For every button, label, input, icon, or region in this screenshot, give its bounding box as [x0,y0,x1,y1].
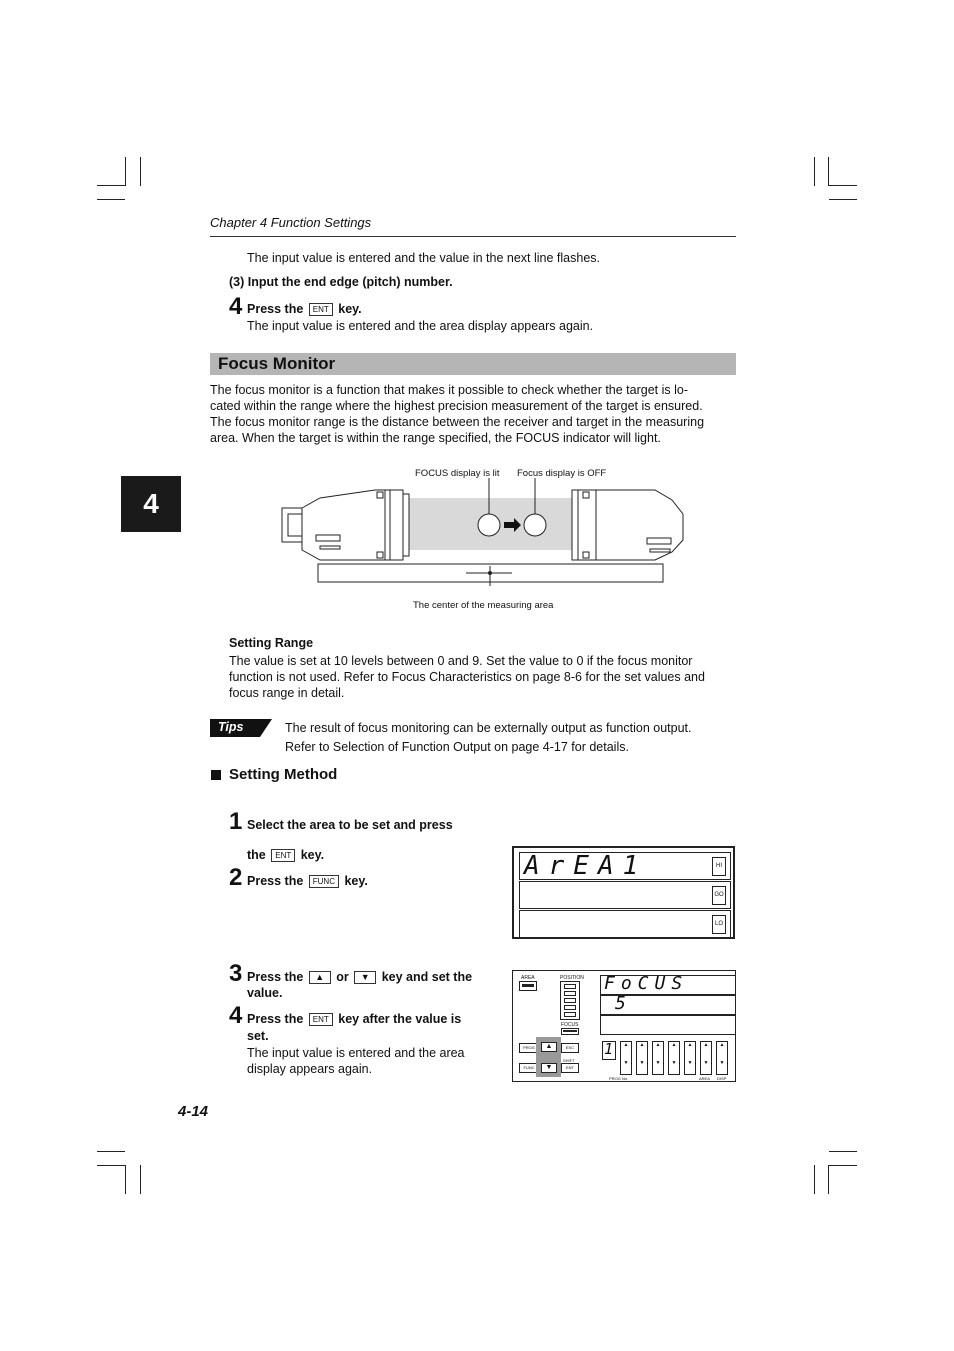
position-label: POSITION [560,975,584,981]
step-number: 3 [229,960,243,987]
setting-range-title: Setting Range [229,636,314,650]
step-description: display appears again. [247,1062,373,1076]
prog-digit-display [602,1041,616,1060]
step-instruction: Press the ENT key after the value is [247,1012,462,1026]
crop-mark [97,1151,125,1152]
lo-indicator: LO [712,915,726,934]
label-focus-off: Focus display is OFF [517,468,607,479]
target-lit-circle [478,514,500,536]
step-description: The input value is entered and the area [247,1046,465,1060]
display-line-2 [600,995,736,1015]
focus-label: FOCUS [561,1022,579,1028]
crop-mark [829,185,857,186]
crop-mark [829,199,857,200]
description-paragraph: The focus monitor is a function that makes it possible to check whether the target is lo- cated within the range where the highest precision measurement of the target is ensured. The focus monitor range is the distance between the receiver and target in the measuring area. When the target is within the range specified, the FOCUS indicator will light. [210,383,705,445]
step-number: 2 [229,864,243,891]
step-description: The input value is entered and the area display appears again. [247,319,594,333]
step-instruction: Select the area to be set and press [247,818,453,832]
tips-line: Refer to Selection of Function Output on page 4-17 for details. [285,740,629,754]
display-row-1 [519,852,731,880]
area-label: AREA [521,975,535,981]
down-arrow-key-icon: ▼ [354,971,376,984]
target-off-circle [524,514,546,536]
emitter-body [302,490,385,560]
position-bar [560,981,580,1020]
step-number: 4 [229,293,243,320]
step-instruction: Press the FUNC key. [247,874,368,888]
step-number: 4 [229,1002,243,1029]
crop-mark [829,1165,857,1166]
progno-label: PROG No. [609,1076,629,1081]
label-center: The center of the measuring area [413,600,554,611]
chapter-tab: 4 [121,476,181,532]
crop-mark [140,157,141,186]
area-display-text: ArEA1 [524,851,648,881]
crop-mark [814,157,815,186]
shift-label: SHIFT [563,1058,575,1063]
crop-mark [828,157,829,186]
crop-mark [97,185,125,186]
down-arrow-key[interactable]: ▼ [541,1063,557,1073]
focus-diagram [280,478,685,586]
area-bottom-label: AREA [699,1076,710,1081]
digit-stepper[interactable]: ▲ ▼ [620,1041,632,1075]
crop-mark [814,1165,815,1194]
crop-mark [829,1151,857,1152]
go-indicator: GO [712,886,726,905]
digit-stepper[interactable]: ▲ ▼ [652,1041,664,1075]
setting-range-text: The value is set at 10 levels between 0 and 9. Set the value to 0 if the focus monitor function is not used. Refer to Focus Characteristics on page 8-6 for the set values and focus range in detail. [229,654,705,700]
ent-key[interactable]: ENT [561,1063,579,1073]
focus-value-text: 5 [615,993,626,1014]
digit-stepper[interactable]: ▲ ▼ [668,1041,680,1075]
prog-key[interactable]: PROG [519,1043,539,1053]
tips-label: Tips [218,720,244,734]
intro-line: The input value is entered and the value in the next line flashes. [247,251,601,265]
crop-mark [828,1165,829,1194]
area-indicator [519,981,537,991]
section-title: Focus Monitor [218,354,336,373]
crop-mark [97,1165,125,1166]
tips-line: The result of focus monitoring can be externally output as function output. [285,721,692,735]
focus-indicator [561,1028,579,1035]
page-number: 4-14 [178,1103,209,1120]
crop-mark [97,199,125,200]
chapter-header: Chapter 4 Function Settings [210,215,372,230]
area-display-panel [512,846,735,939]
crop-mark [125,1165,126,1194]
header-rule [210,236,736,237]
esc-key[interactable]: ESC [561,1043,579,1053]
step-instruction: Press the ENT key. [247,302,362,316]
step-instruction: set. [247,1029,269,1043]
func-key-icon: FUNC [309,875,339,888]
display-row-2 [519,881,731,909]
method-title: Setting Method [229,766,338,783]
display-line-1 [600,975,736,995]
ent-key-icon: ENT [271,849,295,862]
section-heading [210,353,736,375]
hi-indicator: HI [712,857,726,876]
square-bullet-icon [211,770,221,780]
crop-mark [125,157,126,186]
step-instruction: Press the ▲ or ▼ key and set the [247,970,473,984]
substep-title: (3) Input the end edge (pitch) number. [229,275,453,289]
func-key[interactable]: FUNC [519,1063,539,1073]
digit-stepper[interactable]: ▲ ▼ [684,1041,696,1075]
digit-stepper[interactable]: ▲ ▼ [700,1041,712,1075]
control-panel [512,970,736,1082]
up-arrow-key-icon: ▲ [309,971,331,984]
focus-display-text: FoCUS [604,973,689,994]
display-line-3 [600,1015,736,1035]
up-arrow-key[interactable]: ▲ [541,1042,557,1052]
crop-mark [140,1165,141,1194]
digit-stepper[interactable]: ▲ ▼ [636,1041,648,1075]
step-instruction: the ENT key. [247,848,325,862]
disp-label: DISP [717,1076,727,1081]
display-row-3 [519,910,731,938]
ent-key-icon: ENT [309,303,333,316]
step-number: 1 [229,808,243,835]
step-instruction: value. [247,986,283,1000]
ent-key-icon: ENT [309,1013,333,1026]
digit-stepper[interactable]: ▲ ▼ [716,1041,728,1075]
prog-digit-text: 1 [604,1040,614,1058]
label-focus-lit: FOCUS display is lit [415,468,500,479]
